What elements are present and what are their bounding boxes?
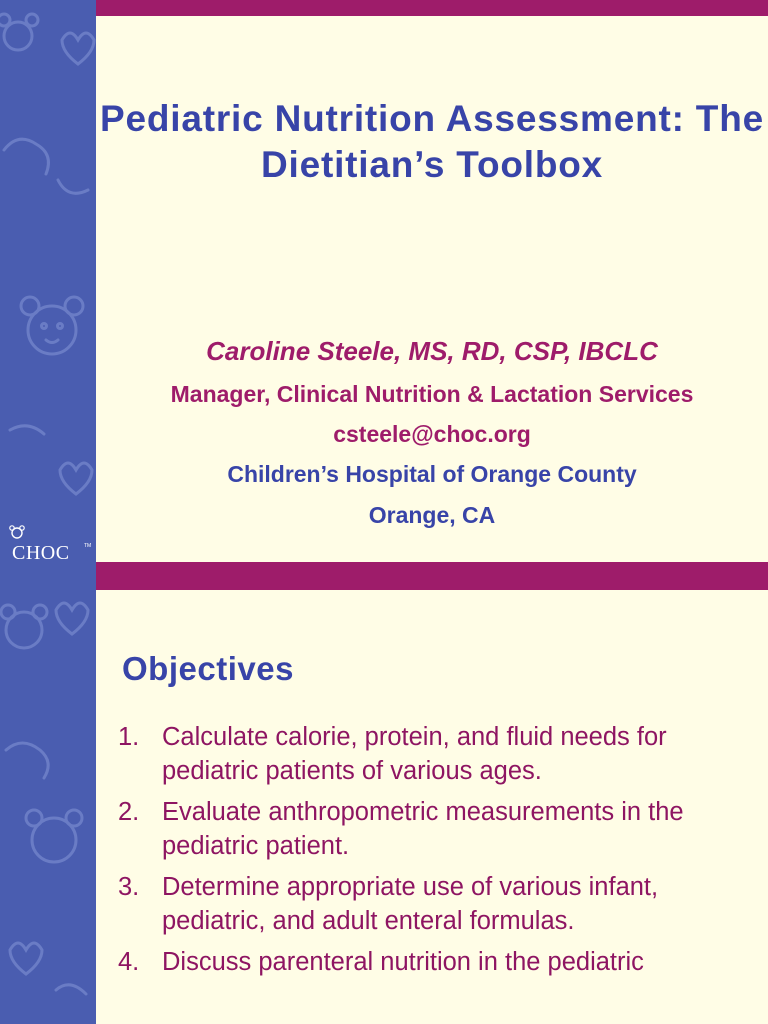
choc-logo [8,524,92,570]
presentation-title: Pediatric Nutrition Assessment: The Dietitian’s Toolbox [100,98,764,185]
list-item [118,795,758,863]
list-item-number: 2. [118,798,140,826]
organization-name: Children’s Hospital of Orange County [227,461,637,487]
objectives-slide [0,590,768,1024]
bottom-accent-bar [96,562,768,590]
list-item-number: 3. [118,873,140,901]
top-accent-bar [96,0,768,16]
choc-bear-logo-icon [8,524,26,540]
choc-logo-text: CHOC [12,542,70,564]
author-email: csteele@choc.org [333,421,531,447]
list-item-text: Discuss parenteral nutrition in the pediatric [162,948,644,976]
objectives-list [118,720,758,986]
choc-logo-trademark: TM [84,543,92,549]
list-item [118,870,758,938]
organization-location: Orange, CA [368,502,496,528]
list-item-text: Evaluate anthropometric measurements in the pediatric patient. [162,798,684,860]
list-item-number: 1. [118,723,140,751]
list-item-number: 4. [118,948,140,976]
left-sidebar-objectives [0,590,96,1024]
list-item [118,720,758,788]
list-item-text: Calculate calorie, protein, and fluid needs for pediatric patients of various ages. [162,723,667,785]
list-item-text: Determine appropriate use of various infant, pediatric, and adult enteral formulas. [162,873,659,935]
list-item [118,945,758,979]
objectives-heading: Objectives [122,650,294,687]
author-name: Caroline Steele, MS, RD, CSP, IBCLC [206,336,658,366]
bear-heart-pattern-icon [0,590,96,1024]
author-position: Manager, Clinical Nutrition & Lactation Services [170,381,694,407]
left-sidebar [0,0,96,590]
bear-heart-pattern-icon [0,0,96,590]
